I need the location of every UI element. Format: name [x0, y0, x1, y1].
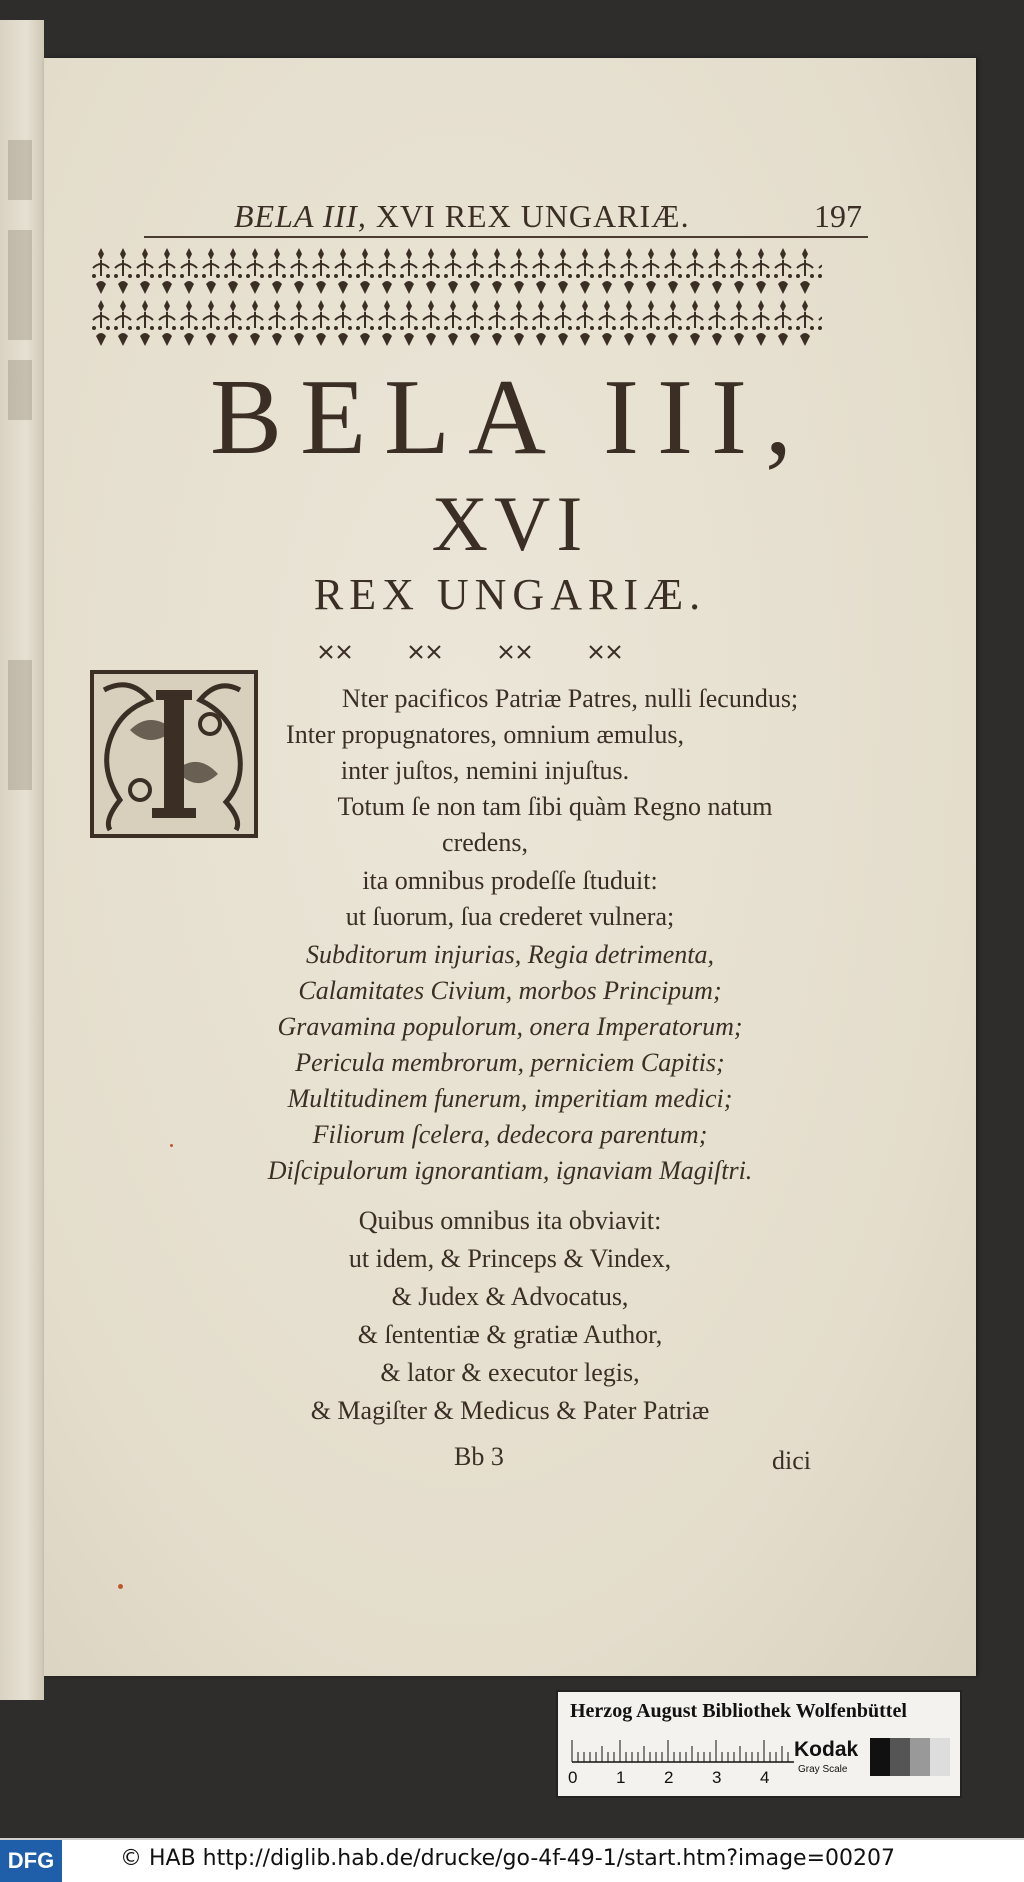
color-target-title: Herzog August Bibliothek Wolfenbüttel — [570, 1700, 907, 1722]
gray-scale-label: Gray Scale — [798, 1764, 848, 1775]
kodak-logo: Kodak — [794, 1738, 859, 1761]
text-line: ut ſuorum, ſua crederet vulnera; — [345, 902, 675, 931]
book-page — [44, 58, 976, 1676]
text-line: Quibus omnibus ita obviavit: — [358, 1206, 662, 1235]
color-target — [556, 1690, 962, 1798]
star-divider — [310, 640, 640, 666]
text-line: Inter propugnatores, omnium æmulus, — [286, 720, 684, 749]
text-line: inter juſtos, nemini injuſtus. — [340, 756, 630, 785]
running-head-rest: XVI REX UNGARIÆ. — [366, 198, 690, 234]
text-line: & ſententiæ & gratiæ Author, — [357, 1320, 663, 1349]
text-line: ita omnibus prodeſſe ſtuduit: — [362, 866, 658, 895]
title-line-2: XVI — [431, 480, 589, 567]
text-line: Nter pacificos Patriæ Patres, nulli ſecundus; — [341, 684, 799, 713]
gray-chip — [930, 1738, 950, 1776]
gray-scale-chips — [870, 1738, 950, 1776]
text-line: & Judex & Advocatus, — [391, 1282, 629, 1311]
text-line: Diſcipulorum ignorantiam, ignaviam Magiſtri. — [267, 1156, 753, 1185]
text-line: Gravamina populorum, onera Imperatorum; — [277, 1012, 743, 1041]
gray-chip — [870, 1738, 890, 1776]
paper-spot — [118, 1584, 123, 1589]
catchword: dici — [772, 1446, 811, 1475]
text-line: Totum ſe non tam ſibi quàm Regno natum — [337, 792, 773, 821]
ornamental-border — [90, 246, 822, 350]
text-line: credens, — [442, 828, 528, 857]
running-head — [144, 196, 868, 238]
running-head-italic: BELA III, — [234, 198, 367, 234]
footer-bar — [0, 1838, 1024, 1882]
gray-chip — [910, 1738, 930, 1776]
ruler-scale — [568, 1734, 798, 1764]
text-line: & lator & executor legis, — [380, 1358, 640, 1387]
text-line: Multitudinem funerum, imperitiam medici; — [287, 1084, 733, 1113]
copyright-url[interactable]: © HAB http://diglib.hab.de/drucke/go-4f-49-1/start.htm?image=00207 — [120, 1846, 895, 1871]
paper-spot — [170, 1144, 173, 1147]
text-line: Calamitates Civium, morbos Principum; — [298, 976, 722, 1005]
ruler-label: 4 — [760, 1768, 770, 1787]
text-line: Pericula membrorum, perniciem Capitis; — [295, 1048, 725, 1077]
title-line-3: REX UNGARIÆ. — [313, 570, 707, 619]
title-line-1: BELA III, — [210, 358, 810, 477]
ruler-label: 1 — [616, 1768, 626, 1787]
text-line: Subditorum injurias, Regia detrimenta, — [305, 940, 715, 969]
dfg-logo: DFG — [0, 1840, 62, 1882]
ruler-label: 0 — [568, 1768, 578, 1787]
signature-mark: Bb 3 — [454, 1442, 504, 1471]
running-head-title — [234, 198, 690, 235]
gray-chip — [890, 1738, 910, 1776]
text-line: ut idem, & Princeps & Vindex, — [348, 1244, 672, 1273]
text-line: Filiorum ſcelera, dedecora parentum; — [312, 1120, 708, 1149]
ruler-label: 2 — [664, 1768, 674, 1787]
text-line: & Magiſter & Medicus & Pater Patriæ — [310, 1396, 710, 1425]
adjacent-page-edge — [0, 20, 44, 1700]
page-number: 197 — [814, 198, 862, 234]
ruler-label: 3 — [712, 1768, 722, 1787]
